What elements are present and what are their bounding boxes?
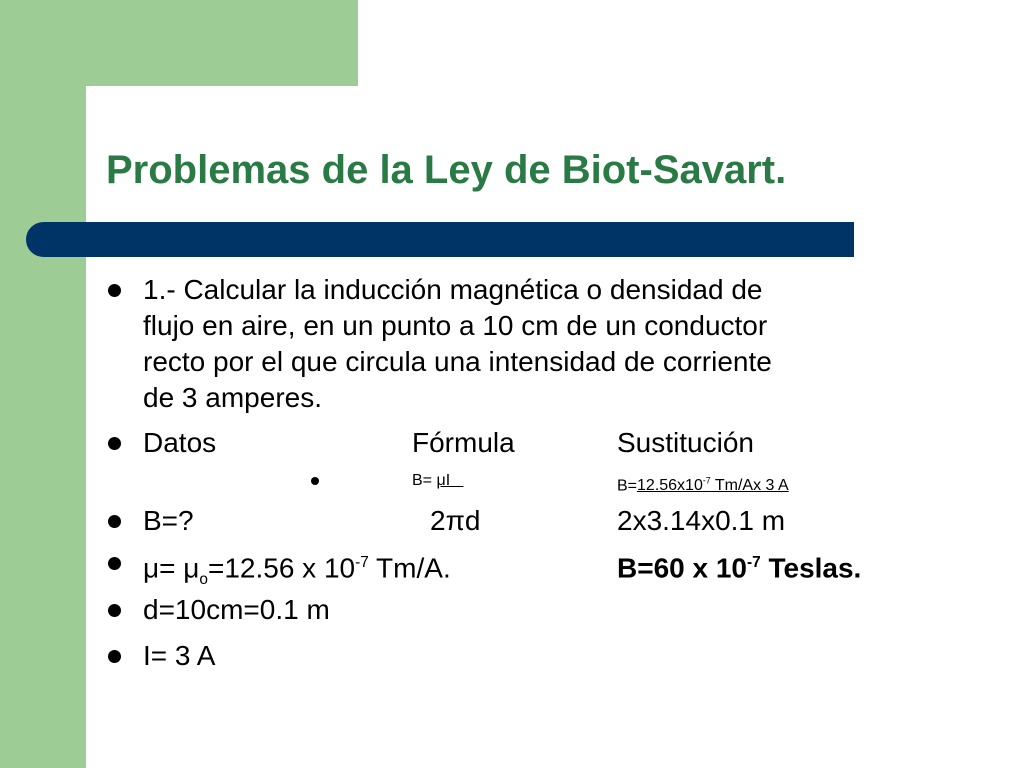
green-sidebar — [0, 0, 86, 768]
problem-line-1: 1.- Calcular la inducción magnética o densidad de — [143, 274, 763, 305]
problem-line-2: flujo en aire, en un punto a 10 cm de un conductor — [143, 310, 768, 341]
problem-line-4: de 3 amperes. — [143, 382, 322, 413]
result-a: B=60 x 10 — [617, 552, 747, 584]
mu-exp: -7 — [355, 554, 369, 571]
header-datos: Datos — [143, 427, 217, 458]
mu-b: =12.56 x 10 — [207, 552, 356, 584]
data-b: B=? — [143, 505, 194, 536]
slide-title: Problemas de la Ley de Biot-Savart. — [106, 148, 787, 192]
bullet-icon — [108, 557, 121, 570]
bullet-icon — [108, 515, 121, 528]
formula-prefix: B= — [412, 472, 437, 489]
header-sustitucion: Sustitución — [617, 427, 754, 458]
header-formula: Fórmula — [412, 427, 515, 458]
data-mu — [143, 545, 451, 598]
subst-num-b: Tm/Ax 3 A — [710, 477, 789, 495]
data-d: d=10cm=0.1 m — [143, 594, 330, 625]
problem-line-3: recto por el que circula una intensidad de corriente — [143, 346, 772, 377]
sub-bullet-icon — [311, 477, 319, 485]
mu-sub: o — [199, 570, 208, 588]
formula-numerator-text: μI — [436, 472, 464, 489]
bullet-icon — [108, 437, 121, 450]
subst-prefix: B= — [617, 477, 638, 495]
bullet-icon — [108, 604, 121, 617]
bullet-icon — [108, 650, 121, 663]
result-b: Teslas. — [760, 552, 862, 584]
bullet-icon — [108, 284, 121, 297]
result-exp: -7 — [747, 554, 761, 571]
mu-a: μ= μ — [143, 552, 200, 584]
subst-num-a: 12.56x10 — [637, 477, 703, 495]
title-divider-bar — [26, 222, 854, 257]
green-top-band — [0, 0, 358, 86]
mu-c: Tm/A. — [368, 552, 451, 584]
formula-denominator: 2πd — [430, 505, 481, 536]
formula-numerator — [412, 471, 463, 491]
data-i: I= 3 A — [143, 640, 216, 671]
substitution-numerator — [617, 471, 789, 496]
result — [617, 545, 861, 586]
subst-exp: -7 — [702, 476, 711, 486]
substitution-denominator: 2x3.14x0.1 m — [617, 505, 786, 536]
